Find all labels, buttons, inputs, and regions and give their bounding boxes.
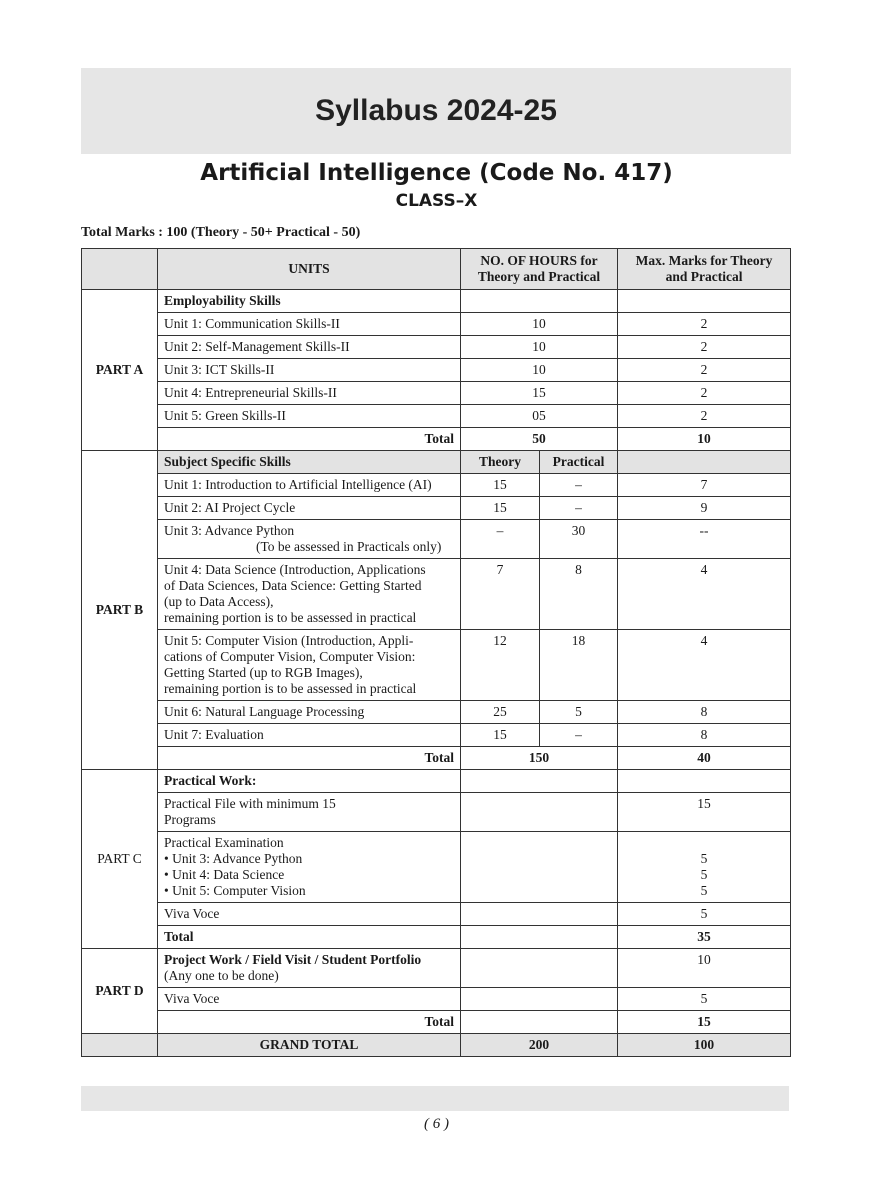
- header-units: UNITS: [158, 249, 461, 290]
- header-hours: NO. OF HOURS for Theory and Practical: [461, 249, 618, 290]
- table-row: Unit 3: ICT Skills-II 10 2: [82, 359, 791, 382]
- table-row: Viva Voce 5: [82, 903, 791, 926]
- part-b-label: PART B: [82, 451, 158, 770]
- table-row: PART D Project Work / Field Visit / Student Portfolio (Any one to be done) 10: [82, 949, 791, 988]
- table-row: Unit 4: Data Science (Introduction, Applications of Data Sciences, Data Science: Getting Started (up to Data Access), remaining portion is to be assessed in practical 7 8 4: [82, 559, 791, 630]
- table-header-row: [82, 249, 791, 290]
- header-banner: [81, 68, 791, 154]
- table-row: Unit 3: Advance Python (To be assessed in Practicals only) – 30 --: [82, 520, 791, 559]
- header-marks: Max. Marks for Theory and Practical: [618, 249, 791, 290]
- part-c-label: PART C: [82, 770, 158, 949]
- table-row: Unit 1: Introduction to Artificial Intelligence (AI) 15 – 7: [82, 474, 791, 497]
- table-row: Unit 1: Communication Skills-II 10 2: [82, 313, 791, 336]
- header-blank-cell: [82, 249, 158, 290]
- banner-title: Syllabus 2024-25: [315, 94, 557, 127]
- table-row: [82, 451, 791, 474]
- part-b-total-row: Total 150 40: [82, 747, 791, 770]
- table-row: Viva Voce 5: [82, 988, 791, 1011]
- col-practical: Practical: [540, 451, 618, 474]
- table-row: Unit 2: AI Project Cycle 15 – 9: [82, 497, 791, 520]
- table-row: Unit 5: Green Skills-II 05 2: [82, 405, 791, 428]
- page-number: ( 6 ): [424, 1116, 449, 1132]
- part-b-heading: Subject Specific Skills: [158, 451, 461, 474]
- table-row: Unit 6: Natural Language Processing 25 5 8: [82, 701, 791, 724]
- part-c-heading: Practical Work:: [158, 770, 461, 793]
- part-c-total-row: Total 35: [82, 926, 791, 949]
- syllabus-table: [81, 248, 791, 1057]
- footer-bar: [81, 1086, 789, 1111]
- part-d-total-row: Total 15: [82, 1011, 791, 1034]
- grand-total-row: [82, 1034, 791, 1057]
- table-row: Practical Examination • Unit 3: Advance Python • Unit 4: Data Science • Unit 5: Computer Vision 5 5 5: [82, 832, 791, 903]
- total-marks-line: Total Marks : 100 (Theory - 50+ Practical - 50): [81, 225, 361, 240]
- table-row: Unit 7: Evaluation 15 – 8: [82, 724, 791, 747]
- table-row: [82, 770, 791, 793]
- col-theory: Theory: [461, 451, 540, 474]
- grand-total-marks: 100: [618, 1034, 791, 1057]
- table-row: Unit 5: Computer Vision (Introduction, Appli- cations of Computer Vision, Computer Vision: Getting Started (up to RGB Images), remaining portion is to be assessed in practical 12 18 4: [82, 630, 791, 701]
- subject-title: Artificial Intelligence (Code No. 417): [200, 160, 673, 186]
- table-row: Practical File with minimum 15 Programs 15: [82, 793, 791, 832]
- part-a-total-row: Total 50 10: [82, 428, 791, 451]
- part-a-heading: Employability Skills: [158, 290, 461, 313]
- table-row: Unit 4: Entrepreneurial Skills-II 15 2: [82, 382, 791, 405]
- table-row: [82, 290, 791, 313]
- part-d-label: PART D: [82, 949, 158, 1034]
- grand-total-hours: 200: [461, 1034, 618, 1057]
- table-row: Unit 2: Self-Management Skills-II 10 2: [82, 336, 791, 359]
- grand-total-label: GRAND TOTAL: [158, 1034, 461, 1057]
- class-title: CLASS–X: [395, 191, 478, 211]
- part-a-label: PART A: [82, 290, 158, 451]
